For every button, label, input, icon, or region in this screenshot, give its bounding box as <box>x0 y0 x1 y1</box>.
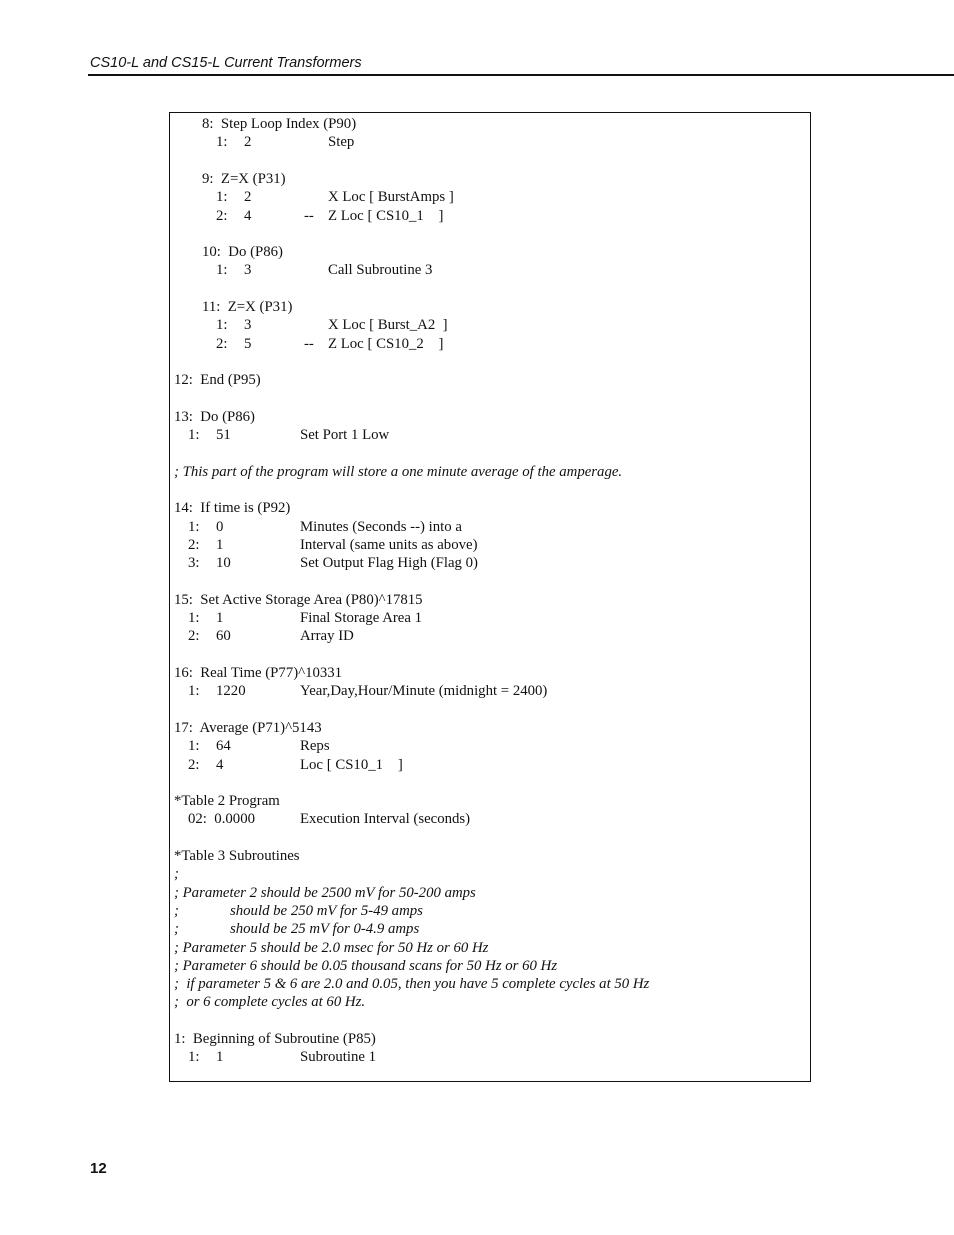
comment-text: should be 250 mV for 5-49 amps <box>230 902 423 919</box>
comment-marker: ; <box>174 902 179 919</box>
param-number: 1: <box>216 317 228 334</box>
param-value: 1 <box>216 1049 224 1066</box>
instruction-text: 15: Set Active Storage Area (P80)^17815 <box>174 591 423 608</box>
param-number: 2: <box>188 628 200 645</box>
param-value: 51 <box>216 427 231 444</box>
param-number: 1: <box>188 427 200 444</box>
instruction-text: 17: Average (P71)^5143 <box>174 719 322 736</box>
instruction-text: 11: Z=X (P31) <box>202 299 293 315</box>
param-value: 0 <box>216 518 224 535</box>
param-number: 1: <box>188 1049 200 1066</box>
param-number: 1: <box>216 189 228 206</box>
param-value: 64 <box>216 738 231 755</box>
header-rule <box>88 74 954 76</box>
param-value: 5 <box>244 335 252 352</box>
param-value: 1220 <box>216 683 246 700</box>
comment-text: ; Parameter 6 should be 0.05 thousand scans for 50 Hz or 60 Hz <box>174 957 558 974</box>
param-number: 2: <box>216 335 228 352</box>
param-description: Array ID <box>300 628 354 645</box>
comment-text: ; if parameter 5 & 6 are 2.0 and 0.05, then you have 5 complete cycles at 50 Hz <box>174 976 650 993</box>
setting-value: 02: 0.0000 <box>188 811 255 828</box>
param-value: 2 <box>244 134 252 151</box>
param-number: 1: <box>188 610 200 627</box>
param-description: Set Output Flag High (Flag 0) <box>300 555 478 572</box>
running-header: CS10-L and CS15-L Current Transformers <box>90 55 362 71</box>
instruction-text: 14: If time is (P92) <box>174 500 291 517</box>
param-value: 4 <box>216 756 224 773</box>
param-value: 3 <box>244 262 252 279</box>
instruction-text: 9: Z=X (P31) <box>202 170 286 187</box>
page-number: 12 <box>90 1160 107 1177</box>
comment-marker: ; <box>174 921 179 938</box>
comment-text: ; or 6 complete cycles at 60 Hz. <box>174 994 366 1011</box>
param-description: Reps <box>300 738 330 755</box>
comment-text: ; This part of the program will store a one minute average of the amperage. <box>174 463 623 480</box>
param-description: Interval (same units as above) <box>300 536 478 553</box>
param-description: Call Subroutine 3 <box>328 262 433 279</box>
param-number: 2: <box>188 756 200 773</box>
param-flag: -- <box>304 335 314 352</box>
param-number: 1: <box>216 134 228 151</box>
comment-text: ; Parameter 5 should be 2.0 msec for 50 Hz or 60 Hz <box>174 939 489 956</box>
param-value: 10 <box>216 555 231 572</box>
param-description: X Loc [ Burst_A2 ] <box>328 317 448 334</box>
param-description: Step <box>328 134 355 151</box>
param-value: 4 <box>244 207 252 224</box>
param-description: Subroutine 1 <box>300 1049 377 1066</box>
param-number: 1: <box>188 683 200 700</box>
param-description: Loc [ CS10_1 ] <box>300 756 403 773</box>
param-flag: -- <box>304 207 314 224</box>
param-number: 2: <box>188 536 200 553</box>
instruction-text: 8: Step Loop Index (P90) <box>202 116 357 132</box>
param-description: Minutes (Seconds --) into a <box>300 518 462 535</box>
param-number: 3: <box>188 555 200 572</box>
instruction-text: 13: Do (P86) <box>174 408 255 425</box>
instruction-text: 1: Beginning of Subroutine (P85) <box>174 1031 376 1047</box>
param-value: 1 <box>216 610 224 627</box>
instruction-text: 10: Do (P86) <box>202 244 283 261</box>
param-description: Z Loc [ CS10_2 ] <box>328 335 444 352</box>
setting-description: Execution Interval (seconds) <box>300 811 471 828</box>
comment-text: should be 25 mV for 0-4.9 amps <box>230 921 420 938</box>
param-number: 1: <box>188 738 200 755</box>
instruction-text: *Table 2 Program <box>174 793 280 810</box>
param-description: Final Storage Area 1 <box>300 610 423 627</box>
param-description: X Loc [ BurstAmps ] <box>328 189 454 206</box>
param-description: Set Port 1 Low <box>300 427 390 444</box>
param-value: 1 <box>216 536 224 553</box>
param-value: 2 <box>244 189 252 206</box>
param-description: Z Loc [ CS10_1 ] <box>328 207 444 224</box>
comment-text: ; Parameter 2 should be 2500 mV for 50-200 amps <box>174 884 476 901</box>
param-number: 2: <box>216 207 228 224</box>
comment-text: ; <box>174 866 179 883</box>
param-number: 1: <box>188 518 200 535</box>
instruction-text: 12: End (P95) <box>174 372 261 389</box>
param-number: 1: <box>216 262 228 279</box>
param-value: 60 <box>216 628 231 645</box>
instruction-text: *Table 3 Subroutines <box>174 848 300 864</box>
instruction-text: 16: Real Time (P77)^10331 <box>174 665 343 681</box>
param-value: 3 <box>244 317 252 334</box>
param-description: Year,Day,Hour/Minute (midnight = 2400) <box>300 683 548 700</box>
